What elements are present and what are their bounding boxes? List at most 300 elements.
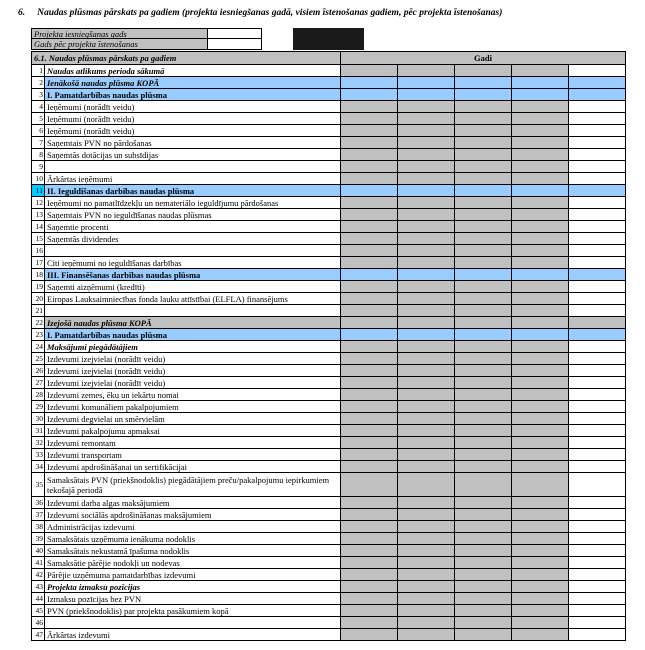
year-cell	[341, 245, 398, 257]
table-row	[32, 161, 626, 173]
year-cell	[512, 401, 569, 413]
row-number: 47	[32, 629, 45, 641]
year-cell	[455, 77, 512, 89]
year-cell	[512, 185, 569, 197]
row-label: Saņemtie procenti	[45, 221, 341, 233]
year-cell	[512, 569, 569, 581]
row-number: 37	[32, 509, 45, 521]
row-label: III. Finansēšanas darbības naudas plūsma	[45, 269, 341, 281]
row-number: 3	[32, 89, 45, 101]
row-number: 46	[32, 617, 45, 629]
year-cell	[455, 461, 512, 473]
year-cell	[398, 389, 455, 401]
row-label: Izdevumi degvielai un smērvielām	[45, 413, 341, 425]
year-cell	[512, 197, 569, 209]
year-cell	[341, 329, 398, 341]
year-cell	[512, 413, 569, 425]
year-cell[interactable]	[569, 569, 626, 581]
row-number: 22	[32, 317, 45, 329]
year-cell	[341, 149, 398, 161]
year-cell	[398, 269, 455, 281]
year-cell[interactable]	[569, 65, 626, 77]
row-number: 11	[32, 185, 45, 197]
row-number: 4	[32, 101, 45, 113]
year-cell	[512, 257, 569, 269]
year-cell	[341, 89, 398, 101]
year-cell	[341, 545, 398, 557]
table-row	[32, 437, 626, 449]
row-label: Ieņēmumi (norādīt veidu)	[45, 101, 341, 113]
table-row	[32, 137, 626, 149]
year-cell	[398, 425, 455, 437]
year-cell	[455, 389, 512, 401]
row-number: 10	[32, 173, 45, 185]
table-row	[32, 353, 626, 365]
row-number: 24	[32, 341, 45, 353]
year-cell	[341, 473, 398, 497]
year-cell[interactable]	[569, 173, 626, 185]
year-cell	[512, 317, 569, 329]
row-label	[45, 161, 341, 173]
row-number: 28	[32, 389, 45, 401]
row-label: Saņemtais PVN no ieguldīšanas naudas plūsmas	[45, 209, 341, 221]
row-number: 25	[32, 353, 45, 365]
year-cell	[455, 377, 512, 389]
row-number: 19	[32, 281, 45, 293]
year-cell	[341, 113, 398, 125]
year-cell	[512, 365, 569, 377]
table-row	[32, 317, 626, 329]
year-cell	[398, 533, 455, 545]
row-label: Ienākošā naudas plūsma KOPĀ	[45, 77, 341, 89]
row-label: Samaksātais PVN (priekšnodoklis) piegādātājiem preču/pakalpojumu iepirkumiem tekošajā periodā	[45, 473, 341, 497]
year-cell	[398, 473, 455, 497]
year-cell	[341, 437, 398, 449]
table-row	[32, 389, 626, 401]
year-cell[interactable]	[569, 401, 626, 413]
year-cell[interactable]	[569, 557, 626, 569]
year-cell	[512, 149, 569, 161]
year-cell	[455, 329, 512, 341]
table-row	[32, 221, 626, 233]
year-cell	[455, 101, 512, 113]
row-number: 9	[32, 161, 45, 173]
year-cell[interactable]	[569, 113, 626, 125]
year-cell[interactable]	[569, 233, 626, 245]
year-cell	[341, 269, 398, 281]
year-cell[interactable]	[569, 593, 626, 605]
row-label: Izdevumi zemes, ēku un iekārtu nomai	[45, 389, 341, 401]
year-cell	[512, 389, 569, 401]
year-cell	[569, 329, 626, 341]
year-cell	[341, 353, 398, 365]
year-cell[interactable]	[569, 449, 626, 461]
year-cell	[398, 209, 455, 221]
year-cell	[512, 89, 569, 101]
year-cell	[341, 605, 398, 617]
year-cell	[455, 509, 512, 521]
year-cell	[398, 257, 455, 269]
row-number: 23	[32, 329, 45, 341]
year-cell	[455, 569, 512, 581]
year-cell	[512, 137, 569, 149]
year-cell[interactable]	[569, 341, 626, 353]
year-cell[interactable]	[569, 413, 626, 425]
row-label: Izdevumi apdrošināšanai un sertifikācijai	[45, 461, 341, 473]
year-cell	[341, 425, 398, 437]
table-row	[32, 341, 626, 353]
table-row	[32, 533, 626, 545]
year-cell	[341, 365, 398, 377]
year-cell	[512, 629, 569, 641]
year-cell[interactable]	[569, 617, 626, 629]
year-cell	[455, 497, 512, 509]
year-cell	[455, 209, 512, 221]
year-cell[interactable]	[569, 377, 626, 389]
table-row	[32, 305, 626, 317]
row-label: Saņemtās dotācijas un subsīdijas	[45, 149, 341, 161]
year-cell	[341, 209, 398, 221]
year-cell[interactable]	[569, 293, 626, 305]
year-cell	[341, 533, 398, 545]
row-label: Eiropas Lauksaimniecības fonda lauku attīstībai (ELFLA) finansējums	[45, 293, 341, 305]
year-cell	[455, 173, 512, 185]
year-cell	[341, 581, 398, 593]
table-row	[32, 125, 626, 137]
row-label: Projekta izmaksu pozīcijas	[45, 581, 341, 593]
year-cell	[512, 209, 569, 221]
year-cell	[455, 305, 512, 317]
year-cell	[341, 137, 398, 149]
row-label: Izdevumi remontam	[45, 437, 341, 449]
row-label: Samaksātie pārējie nodokļi un nodevas	[45, 557, 341, 569]
year-cell	[398, 581, 455, 593]
year-cell	[455, 593, 512, 605]
year-cell[interactable]	[569, 245, 626, 257]
year-cell	[455, 629, 512, 641]
year-cell	[569, 317, 626, 329]
year-cell	[341, 173, 398, 185]
row-label: II. Ieguldīšanas darbības naudas plūsma	[45, 185, 341, 197]
row-label: Izdevumi izejvielai (norādīt veidu)	[45, 377, 341, 389]
year-cell	[455, 413, 512, 425]
year-cell	[455, 293, 512, 305]
year-cell[interactable]	[569, 257, 626, 269]
row-label: Ieņēmumi (norādīt veidu)	[45, 125, 341, 137]
row-label: Ieņēmumi (norādīt veidu)	[45, 113, 341, 125]
year-cell[interactable]	[569, 137, 626, 149]
year-cell	[455, 449, 512, 461]
row-label	[45, 245, 341, 257]
year-cell	[341, 317, 398, 329]
year-cell	[455, 605, 512, 617]
year-cell	[341, 257, 398, 269]
row-label: Ārkārtas ieņēmumi	[45, 173, 341, 185]
year-cell	[512, 533, 569, 545]
table-row	[32, 185, 626, 197]
year-cell	[398, 305, 455, 317]
row-label	[45, 617, 341, 629]
year-cell	[341, 65, 398, 77]
table-row	[32, 425, 626, 437]
year-cell	[455, 281, 512, 293]
year-cell[interactable]	[569, 101, 626, 113]
section-number: 6.	[18, 8, 26, 18]
year-cell	[512, 125, 569, 137]
year-cell	[455, 473, 512, 497]
year-cell	[398, 617, 455, 629]
year-cell	[512, 449, 569, 461]
year-cell	[455, 401, 512, 413]
table-row	[32, 497, 626, 509]
table-row	[32, 521, 626, 533]
table-row	[32, 365, 626, 377]
row-label: Saņemti aizņēmumi (kredīti)	[45, 281, 341, 293]
years-header-cell: Gadi	[341, 52, 626, 65]
year-cell	[512, 461, 569, 473]
year-cell	[398, 113, 455, 125]
year-cell[interactable]	[569, 221, 626, 233]
table-row	[32, 557, 626, 569]
year-cell	[341, 557, 398, 569]
year-cell	[398, 437, 455, 449]
year-cell	[455, 437, 512, 449]
year-cell	[398, 461, 455, 473]
row-number: 2	[32, 77, 45, 89]
year-cell	[341, 413, 398, 425]
year-cell	[512, 77, 569, 89]
year-cell	[512, 545, 569, 557]
year-cell	[455, 341, 512, 353]
row-number: 15	[32, 233, 45, 245]
year-cell	[512, 221, 569, 233]
year-cell	[455, 113, 512, 125]
post-project-year-input[interactable]	[208, 39, 262, 50]
year-cell	[455, 149, 512, 161]
year-cell	[341, 341, 398, 353]
year-cell	[398, 521, 455, 533]
year-cell[interactable]	[569, 149, 626, 161]
year-cell	[398, 509, 455, 521]
year-cell	[455, 125, 512, 137]
year-cell	[512, 557, 569, 569]
row-label: Naudas atlikums perioda sākumā	[45, 65, 341, 77]
row-number: 30	[32, 413, 45, 425]
year-cell[interactable]	[569, 521, 626, 533]
year-cell	[341, 617, 398, 629]
year-cell	[341, 521, 398, 533]
year-cell	[455, 233, 512, 245]
row-label: Administrācijas izdevumi	[45, 521, 341, 533]
year-cell[interactable]	[569, 209, 626, 221]
table-row	[32, 89, 626, 101]
row-number: 14	[32, 221, 45, 233]
year-cell	[341, 221, 398, 233]
row-label	[45, 305, 341, 317]
year-cell	[398, 281, 455, 293]
row-label: Maksājumi piegādātājiem	[45, 341, 341, 353]
year-cell	[569, 269, 626, 281]
year-cell	[512, 173, 569, 185]
year-cell	[512, 293, 569, 305]
year-cell[interactable]	[569, 437, 626, 449]
year-cell	[512, 521, 569, 533]
year-cell	[512, 269, 569, 281]
row-number: 17	[32, 257, 45, 269]
table-row	[32, 569, 626, 581]
table-row	[32, 209, 626, 221]
row-label: Izdevumi pakalpojumu apmaksai	[45, 425, 341, 437]
year-cell	[341, 101, 398, 113]
year-cell	[512, 101, 569, 113]
year-cell[interactable]	[569, 605, 626, 617]
year-cell	[398, 161, 455, 173]
year-cell	[455, 245, 512, 257]
year-cell	[569, 185, 626, 197]
table-row	[32, 593, 626, 605]
table-row	[32, 257, 626, 269]
year-cell	[512, 617, 569, 629]
year-cell	[455, 581, 512, 593]
year-cell[interactable]	[569, 389, 626, 401]
year-cell	[341, 449, 398, 461]
section-title: Naudas plūsmas pārskats pa gadiem (projekta iesniegšanas gadā, visiem īstenošanas gadiem, pēc projekta īstenošanas)	[37, 8, 503, 18]
year-cell[interactable]	[569, 581, 626, 593]
row-label: Izdevumi transportam	[45, 449, 341, 461]
row-label: Izdevumi izejvielai (norādīt veidu)	[45, 353, 341, 365]
submission-year-label: Projekta iesniegšanas gads	[31, 28, 208, 39]
year-cell[interactable]	[569, 281, 626, 293]
year-cell	[341, 161, 398, 173]
table-row	[32, 281, 626, 293]
row-number: 38	[32, 521, 45, 533]
table-row	[32, 149, 626, 161]
year-cell	[512, 425, 569, 437]
section-header	[18, 8, 633, 18]
info-block	[31, 28, 262, 50]
table-header-row	[32, 52, 626, 65]
row-label: Izdevumi sociālās apdrošināšanas maksājumiem	[45, 509, 341, 521]
year-cell	[455, 617, 512, 629]
year-cell	[398, 125, 455, 137]
table-row	[32, 473, 626, 497]
table-row	[32, 245, 626, 257]
row-label: Izmaksu pozīcijas bez PVN	[45, 593, 341, 605]
row-number: 27	[32, 377, 45, 389]
year-cell[interactable]	[569, 533, 626, 545]
row-number: 7	[32, 137, 45, 149]
year-cell	[512, 473, 569, 497]
table-row	[32, 377, 626, 389]
year-cell	[512, 161, 569, 173]
year-cell	[341, 509, 398, 521]
year-cell[interactable]	[569, 497, 626, 509]
row-number: 29	[32, 401, 45, 413]
year-cell	[455, 557, 512, 569]
year-cell[interactable]	[569, 473, 626, 497]
year-cell[interactable]	[569, 305, 626, 317]
year-cell	[398, 197, 455, 209]
year-cell	[455, 137, 512, 149]
year-cell	[512, 65, 569, 77]
year-cell	[341, 569, 398, 581]
row-number: 32	[32, 437, 45, 449]
table-row	[32, 293, 626, 305]
table-row	[32, 413, 626, 425]
year-cell	[398, 557, 455, 569]
year-cell	[512, 113, 569, 125]
year-cell	[341, 389, 398, 401]
year-cell[interactable]	[569, 425, 626, 437]
year-cell	[398, 245, 455, 257]
year-cell	[455, 365, 512, 377]
row-number: 18	[32, 269, 45, 281]
table-row	[32, 173, 626, 185]
year-cell	[455, 161, 512, 173]
row-number: 20	[32, 293, 45, 305]
year-cell[interactable]	[569, 461, 626, 473]
year-cell	[455, 425, 512, 437]
year-cell	[398, 293, 455, 305]
year-cell	[341, 305, 398, 317]
table-row	[32, 329, 626, 341]
year-cell	[341, 77, 398, 89]
table-row	[32, 197, 626, 209]
year-cell[interactable]	[569, 125, 626, 137]
year-cell[interactable]	[569, 161, 626, 173]
year-cell	[398, 329, 455, 341]
row-label: Samaksātais nekustamā īpašuma nodoklis	[45, 545, 341, 557]
table-row	[32, 113, 626, 125]
year-cell	[398, 449, 455, 461]
year-cell[interactable]	[569, 197, 626, 209]
year-cell	[341, 233, 398, 245]
year-cell	[398, 77, 455, 89]
year-cell	[569, 77, 626, 89]
row-label: I. Pamatdarbības naudas plūsma	[45, 89, 341, 101]
year-cell	[398, 545, 455, 557]
year-cell[interactable]	[569, 353, 626, 365]
year-cell[interactable]	[569, 545, 626, 557]
row-number: 31	[32, 425, 45, 437]
post-project-year-row	[31, 39, 262, 50]
row-label: Izejošā naudas plūsma KOPĀ	[45, 317, 341, 329]
submission-year-input[interactable]	[208, 28, 262, 39]
year-cell[interactable]	[569, 629, 626, 641]
cashflow-table	[31, 51, 626, 641]
row-label: Samaksātais uzņēmuma ienākuma nodoklis	[45, 533, 341, 545]
submission-year-row	[31, 28, 262, 39]
row-number: 8	[32, 149, 45, 161]
year-cell	[512, 509, 569, 521]
year-cell	[398, 65, 455, 77]
year-cell[interactable]	[569, 509, 626, 521]
row-label: I. Pamatdarbības naudas plūsma	[45, 329, 341, 341]
cashflow-table-body	[32, 65, 626, 641]
year-cell	[341, 629, 398, 641]
row-number: 35	[32, 473, 45, 497]
row-number: 12	[32, 197, 45, 209]
year-cell	[341, 401, 398, 413]
year-cell	[455, 257, 512, 269]
year-cell	[398, 101, 455, 113]
table-row	[32, 77, 626, 89]
year-cell[interactable]	[569, 365, 626, 377]
year-cell	[512, 593, 569, 605]
row-label: Izdevumi izejvielai (norādīt veidu)	[45, 365, 341, 377]
year-cell	[341, 125, 398, 137]
row-label: Izdevumi darba algas maksājumiem	[45, 497, 341, 509]
